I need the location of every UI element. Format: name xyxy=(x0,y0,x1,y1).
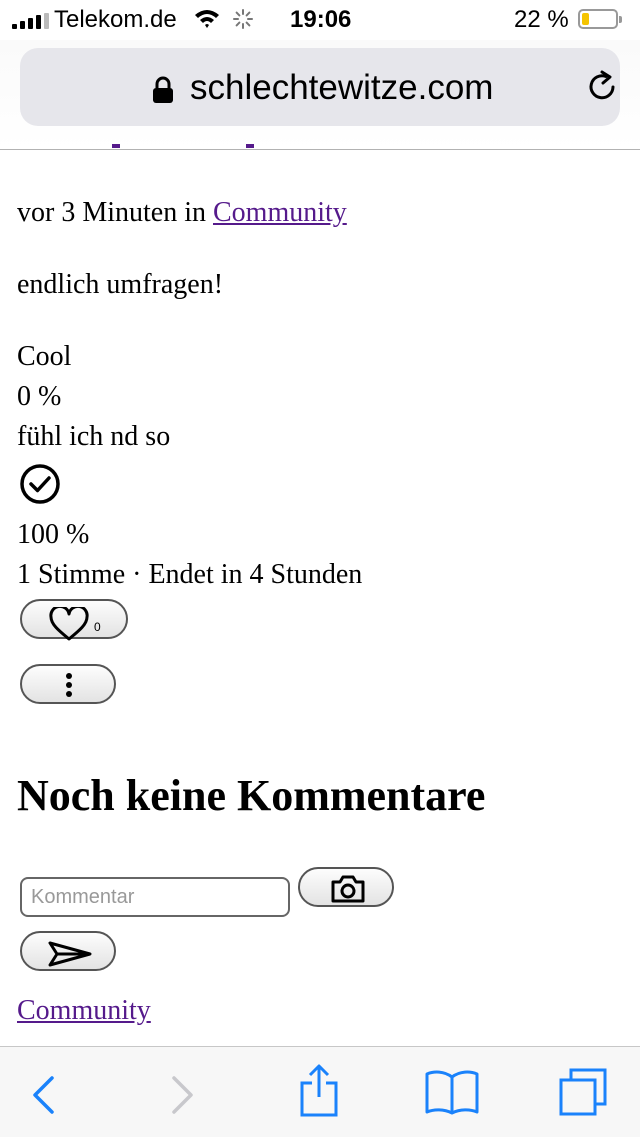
bookmarks-icon[interactable] xyxy=(424,1069,480,1115)
status-bar xyxy=(0,0,640,40)
lock-icon xyxy=(152,76,174,104)
like-button[interactable] xyxy=(20,599,128,639)
post-meta xyxy=(17,197,347,229)
url-text[interactable]: schlechtewitze.com xyxy=(190,68,494,107)
wifi-icon xyxy=(194,8,220,30)
forward-icon[interactable] xyxy=(170,1075,196,1115)
footer-community-link[interactable]: Community xyxy=(17,995,151,1026)
share-icon[interactable] xyxy=(298,1063,340,1119)
comment-input[interactable] xyxy=(20,877,290,917)
photo-upload-button[interactable] xyxy=(298,867,394,907)
activity-spinner-icon xyxy=(232,8,254,30)
poll-summary: 1 Stimme · Endet in 4 Stunden xyxy=(17,559,363,590)
browser-toolbar xyxy=(0,1046,640,1137)
poll-option-percent: 0 % xyxy=(17,381,62,412)
tabs-icon[interactable] xyxy=(558,1067,608,1117)
poll-option-label[interactable]: Cool xyxy=(17,341,72,372)
comments-heading: Noch keine Kommentare xyxy=(17,771,486,820)
like-count: 0 xyxy=(94,620,101,634)
carrier-name: Telekom.de xyxy=(54,6,177,33)
post-text: endlich umfragen! xyxy=(17,269,224,300)
camera-icon xyxy=(330,874,366,904)
post-time: vor 3 Minuten in xyxy=(17,197,206,228)
reload-icon[interactable] xyxy=(586,70,620,104)
battery-icon xyxy=(578,9,618,29)
back-icon[interactable] xyxy=(30,1075,56,1115)
cut-off-link-fragment xyxy=(112,144,120,148)
signal-icon xyxy=(12,13,49,29)
cut-off-link-fragment xyxy=(246,144,254,148)
heart-icon xyxy=(48,607,90,641)
send-comment-button[interactable] xyxy=(20,931,116,971)
address-bar[interactable] xyxy=(20,48,620,126)
more-vertical-icon xyxy=(64,673,74,697)
community-link[interactable]: Community xyxy=(213,197,347,228)
send-icon xyxy=(48,941,92,967)
more-options-button[interactable] xyxy=(20,664,116,704)
browser-address-area xyxy=(0,40,640,150)
check-circle-icon xyxy=(19,463,61,505)
footer-nav xyxy=(17,995,151,1027)
clock: 19:06 xyxy=(290,6,352,33)
divider xyxy=(0,149,640,150)
battery-percent: 22 % xyxy=(514,6,569,33)
poll-option-label[interactable]: fühl ich nd so xyxy=(17,421,171,452)
poll-option-percent: 100 % xyxy=(17,519,90,550)
